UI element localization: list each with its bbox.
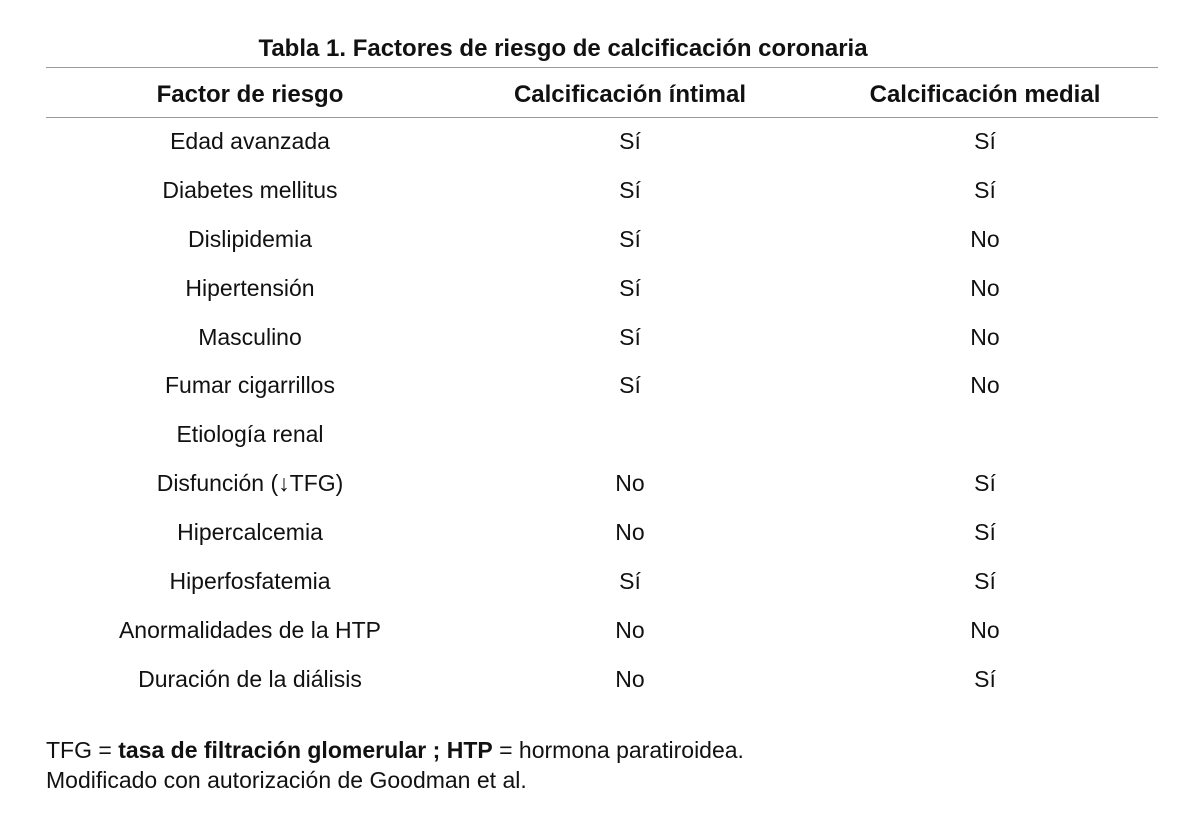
cell-medial: No (970, 616, 1000, 643)
cell-intimal: Sí (619, 372, 641, 399)
abbr-tfg: TFG (46, 737, 92, 763)
cell-factor: Dislipidemia (188, 225, 312, 252)
table-row (0, 117, 1200, 166)
table-caption: Tabla 1. Factores de riesgo de calcificación coronaria (258, 35, 868, 62)
source-note: Modificado con autorización de Goodman et al. (46, 767, 527, 793)
table-row (0, 557, 1200, 606)
table-row (0, 410, 1200, 459)
cell-factor: Duración de la diálisis (138, 665, 362, 692)
cell-factor: Anormalidades de la HTP (118, 616, 382, 643)
def-tfg: tasa de filtración glomerular ; (118, 737, 441, 763)
cell-factor: Hipercalcemia (177, 519, 323, 546)
cell-factor: Disfunción (↓TFG) (156, 470, 344, 497)
header-medial: Calcificación medial (869, 81, 1101, 108)
cell-factor: Diabetes mellitus (162, 176, 338, 203)
cell-medial: No (970, 323, 1000, 350)
cell-intimal: Sí (619, 176, 641, 203)
table-row (0, 166, 1200, 215)
cell-medial: Sí (974, 470, 996, 497)
table-top-rule (46, 67, 1158, 68)
cell-intimal: No (615, 665, 645, 692)
table-row (0, 508, 1200, 557)
cell-factor: Etiología renal (176, 421, 324, 448)
cell-intimal: Sí (619, 225, 641, 252)
cell-factor: Masculino (198, 323, 302, 350)
cell-medial: No (970, 225, 1000, 252)
cell-factor: Hiperfosfatemia (169, 568, 331, 595)
table-notes (46, 735, 744, 795)
table-row (0, 606, 1200, 655)
header-factor: Factor de riesgo (156, 81, 344, 108)
equals-1: = (92, 737, 119, 763)
cell-factor: Fumar cigarrillos (165, 372, 335, 399)
table-row (0, 655, 1200, 704)
cell-medial: No (970, 372, 1000, 399)
table-row (0, 264, 1200, 313)
table-row (0, 215, 1200, 264)
table-row (0, 313, 1200, 362)
table-row (0, 459, 1200, 508)
cell-factor: Hipertensión (185, 274, 315, 301)
header-intimal: Calcificación íntimal (513, 81, 747, 108)
cell-intimal: Sí (619, 274, 641, 301)
abbreviations-note (46, 735, 744, 765)
table-body (0, 117, 1200, 704)
cell-intimal: No (615, 616, 645, 643)
cell-medial: Sí (974, 519, 996, 546)
cell-medial: Sí (974, 665, 996, 692)
cell-intimal: Sí (619, 128, 641, 154)
cell-medial: Sí (974, 568, 996, 595)
def-htp: = hormona paratiroidea. (492, 737, 744, 763)
cell-factor: Edad avanzada (170, 128, 330, 154)
cell-intimal: Sí (619, 323, 641, 350)
cell-intimal: No (615, 519, 645, 546)
cell-intimal: No (615, 470, 645, 497)
cell-medial: Sí (974, 176, 996, 203)
abbr-htp: HTP (440, 737, 493, 763)
cell-intimal: Sí (619, 568, 641, 595)
cell-medial: Sí (974, 128, 996, 154)
table-row (0, 361, 1200, 410)
cell-medial: No (970, 274, 1000, 301)
table-header (0, 78, 1200, 112)
